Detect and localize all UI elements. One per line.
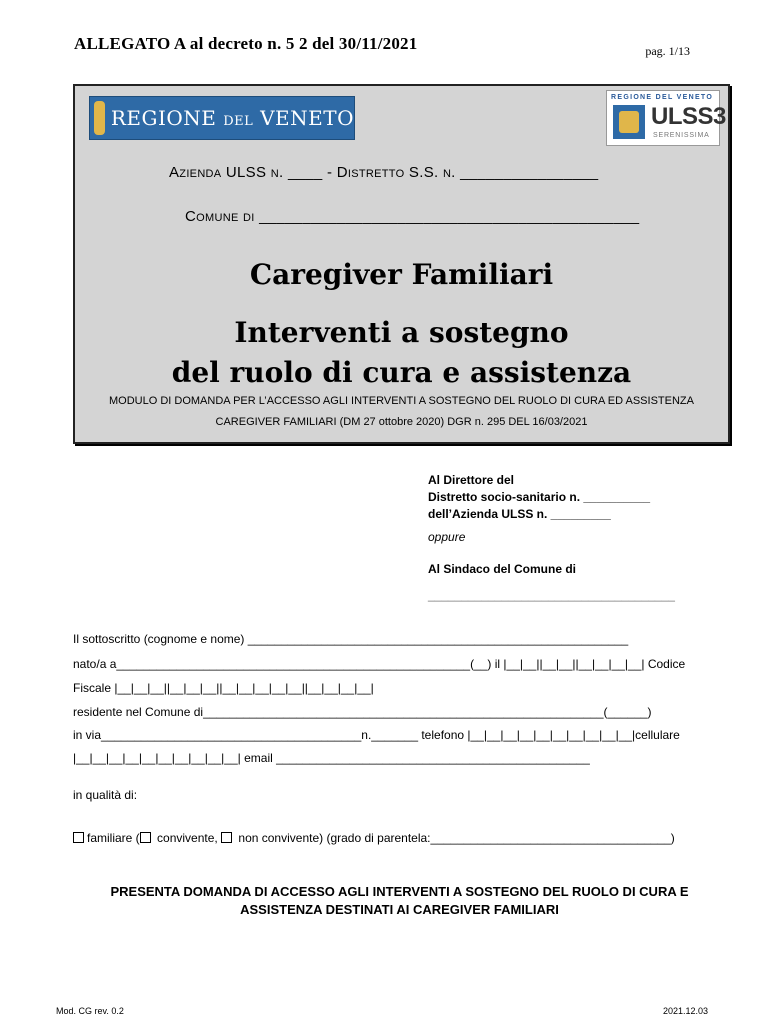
footer-date: 2021.12.03 xyxy=(662,1006,708,1016)
recipient-district: Distretto socio-sanitario n. __________ xyxy=(428,490,651,504)
logo-left-end: VENETO xyxy=(253,106,354,130)
convivente-checkbox[interactable] xyxy=(140,832,151,843)
familiare-label: familiare ( xyxy=(87,831,140,845)
document-header-title: ALLEGATO A al decreto n. 5 2 del 30/11/2021 xyxy=(74,34,418,53)
familiare-line xyxy=(73,831,675,845)
recipient-sindaco: Al Sindaco del Comune di xyxy=(428,562,577,576)
convivente-label: convivente, xyxy=(153,831,222,845)
regione-veneto-logo xyxy=(89,96,355,140)
logo-left-small: DEL xyxy=(223,114,254,129)
qualita-label: in qualità di: xyxy=(73,788,138,802)
field-sottoscritto[interactable]: Il sottoscritto (cognome e nome) _________________________________________________________ xyxy=(73,632,629,646)
azienda-distretto-line: Azienda ULSS n. ____ - Distretto S.S. n. ________________ xyxy=(169,164,599,181)
cover-subtitle-1: Interventi a sostegno xyxy=(234,316,569,349)
field-nato[interactable]: nato/a a_____________________________________________________(__) il |__|__||__|__||__|__|__|__| Codice xyxy=(73,657,686,671)
logo-left-main: REGIONE xyxy=(110,106,224,130)
field-residente[interactable]: residente nel Comune di____________________________________________________________(______) xyxy=(73,705,652,719)
cover-description-2: CAREGIVER FAMILIARI (DM 27 ottobre 2020) DGR n. 295 DEL 16/03/2021 xyxy=(215,416,588,428)
recipient-ulss: dell’Azienda ULSS n. _________ xyxy=(428,507,611,521)
lion-emblem-icon xyxy=(94,101,105,135)
presenta-line-2: ASSISTENZA DESTINATI AI CAREGIVER FAMILIARI xyxy=(240,902,559,917)
page-number: pag. 1/13 xyxy=(645,44,690,58)
field-codice-fiscale[interactable]: Fiscale |__|__|__||__|__|__||__|__|__|__|__||__|__|__|__| xyxy=(73,681,374,695)
ulss-logo-top-text: REGIONE DEL VENETO xyxy=(611,94,714,101)
ulss-lion-icon xyxy=(613,105,645,139)
non-convivente-checkbox[interactable] xyxy=(221,832,232,843)
comune-line: Comune di ____________________________________________ xyxy=(185,208,640,225)
ulss3-logo xyxy=(606,90,726,146)
footer-revision: Mod. CG rev. 0.2 xyxy=(56,1006,124,1016)
field-cellulare-email[interactable]: |__|__|__|__|__|__|__|__|__|__| email _______________________________________________ xyxy=(73,751,590,765)
ulss-subtitle: SERENISSIMA xyxy=(653,132,710,139)
cover-title: Caregiver Familiari xyxy=(249,258,554,291)
cover-box xyxy=(73,84,730,444)
ulss-number: 3 xyxy=(713,103,726,130)
recipient-director: Al Direttore del xyxy=(428,473,515,487)
familiare-checkbox[interactable] xyxy=(73,832,84,843)
non-convivente-label: non convivente) (grado di parentela:____________________________________) xyxy=(235,831,675,845)
presenta-line-1: PRESENTA DOMANDA DI ACCESSO AGLI INTERVENTI A SOSTEGNO DEL RUOLO DI CURA E xyxy=(110,884,689,899)
ulss-text: ULSS xyxy=(651,103,714,130)
cover-description-1: MODULO DI DOMANDA PER L’ACCESSO AGLI INTERVENTI A SOSTEGNO DEL RUOLO DI CURA ED ASSISTENZA xyxy=(109,395,694,407)
recipient-oppure: oppure xyxy=(428,530,466,544)
recipient-comune-blank: _____________________________________ xyxy=(428,588,675,602)
cover-subtitle-2: del ruolo di cura e assistenza xyxy=(171,356,632,389)
field-via-telefono[interactable]: in via_______________________________________n._______ telefono |__|__|__|__|__|__|__|__|__|__|cellulare xyxy=(73,728,680,742)
